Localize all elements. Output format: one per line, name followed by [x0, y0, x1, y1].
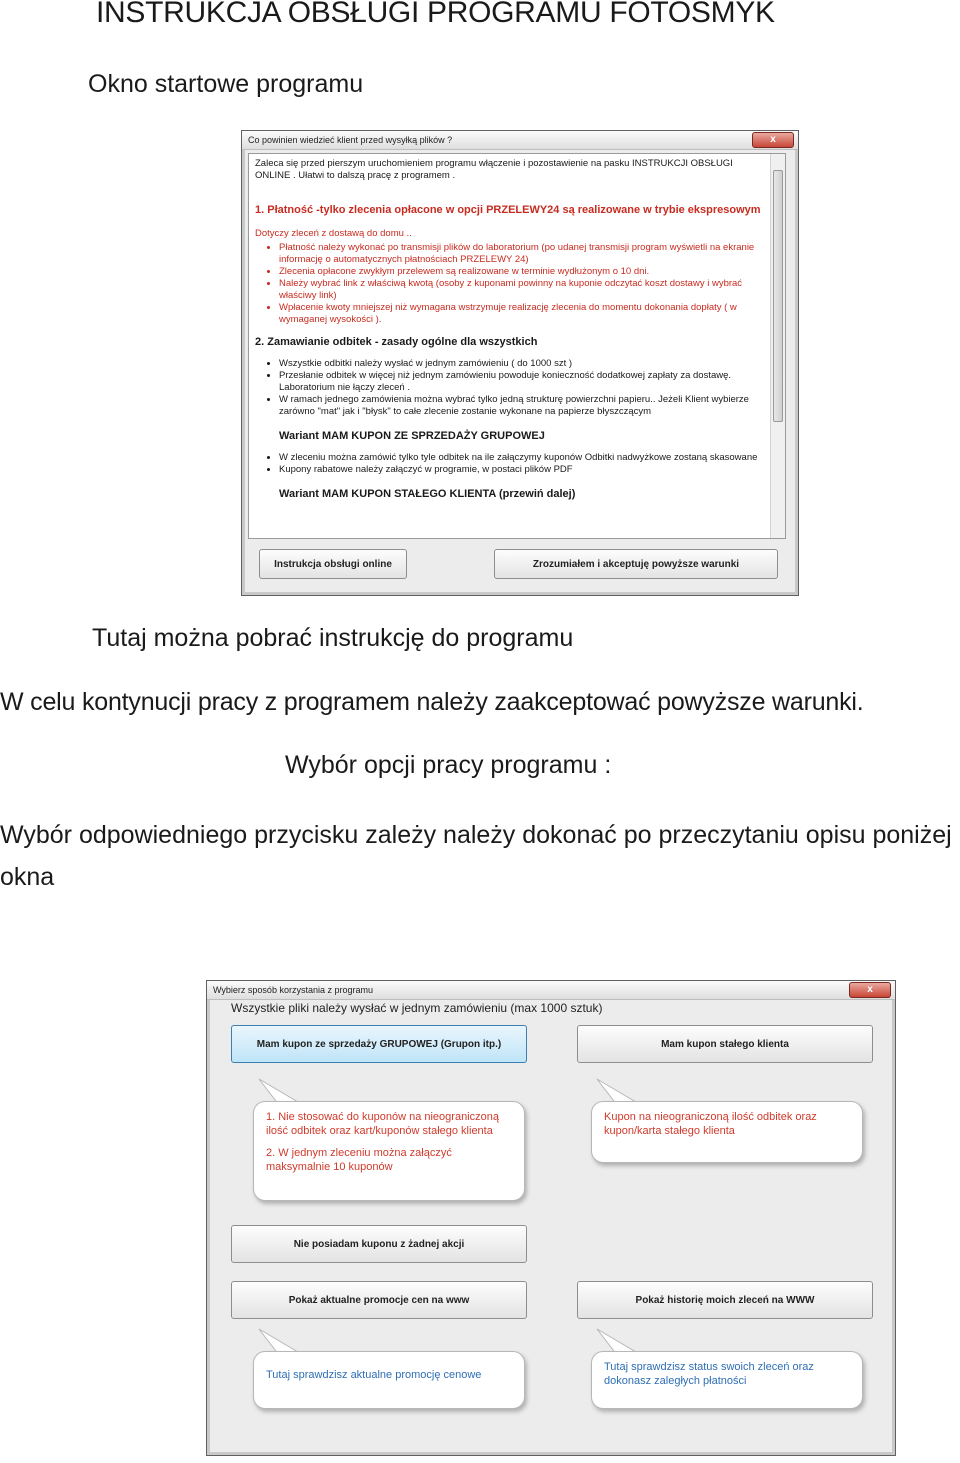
loyal-coupon-button[interactable]: Mam kupon stałego klienta [577, 1025, 873, 1063]
loyal-coupon-info [591, 1101, 863, 1163]
section1-heading: 1. Płatność -tylko zlecenia opłacone w opcji PRZELEWY24 są realizowane w trybie ekspresowym [255, 204, 761, 216]
terms-window [241, 130, 799, 596]
intro-text: Okno startowe programu [88, 70, 364, 98]
group-info-line-1: 1. Nie stosować do kuponów na nieograniczoną ilość odbitek oraz kart/kuponów stałego klienta [266, 1111, 499, 1137]
section1-list [255, 242, 765, 326]
terms-scroll-area[interactable] [248, 153, 786, 539]
mode-window [206, 980, 896, 1456]
list-item: • Kupony rabatowe należy załączyć w programie, w postaci plików PDF [279, 464, 765, 476]
section2-heading: 2. Zamawianie odbitek - zasady ogólne dla wszystkich [255, 336, 538, 348]
list-item: • Wszystkie odbitki należy wysłać w jednym zamówieniu ( do 1000 szt ) [279, 358, 765, 370]
order-limit-notice: Wszystkie pliki należy wysłać w jednym zamówieniu (max 1000 sztuk) [231, 1001, 603, 1015]
vertical-scrollbar[interactable] [770, 154, 785, 538]
terms-window-titlebar: Co powinien wiedzieć klient przed wysyłką plików ? [242, 131, 798, 150]
online-manual-button[interactable]: Instrukcja obsługi online [259, 549, 407, 579]
list-item: • Należy wybrać link z właściwą kwotą (osoby z kuponami powinny na kuponie odczytać koszt dostawy i wybrać właściwy link) [279, 278, 765, 302]
show-promotions-button[interactable]: Pokaż aktualne promocje cen na www [231, 1281, 527, 1319]
list-item: • Przesłanie odbitek w więcej niż jednym zamówieniu powoduje konieczność dodatkowej zapłaty za dostawę. Laboratorium nie łączy zleceń . [279, 370, 765, 394]
promotions-info-text: Tutaj sprawdzisz aktualne promocję cenowe [266, 1369, 482, 1381]
list-item: • W ramach jednego zamówienia można wybrać tylko jedną strukturę powierzchni papieru.. Jeżeli Klient wybierze zarówno "mat" jak i "błysk" to całe zlecenie zostanie wykonane na papierze błyszczącym [279, 394, 765, 418]
scrollbar-thumb[interactable] [773, 170, 783, 422]
group-coupon-info [253, 1101, 525, 1201]
choose-note: Wybór odpowiedniego przycisku zależy należy dokonać po przeczytaniu opisu poniżej okna [0, 821, 952, 891]
options-heading: Wybór opcji pracy programu : [285, 751, 612, 779]
order-history-button[interactable]: Pokaż historię moich zleceń na WWW [577, 1281, 873, 1319]
list-item: • Zlecenia opłacone zwykłym przelewem są realizowane w terminie wydłużonym o 10 dni. [279, 266, 765, 278]
promotions-info [253, 1351, 525, 1409]
section1-subheading: Dotyczy zleceń z dostawą do domu .. [255, 228, 412, 239]
history-info-text: Tutaj sprawdzisz status swoich zleceń oraz dokonasz zaległych płatności [604, 1361, 814, 1387]
document-title: INSTRUKCJA OBSŁUGI PROGRAMU FOTOSMYK [96, 0, 775, 29]
variant1-heading: Wariant MAM KUPON ZE SPRZEDAŻY GRUPOWEJ [279, 430, 545, 442]
list-item: • Wpłacenie kwoty mniejszej niż wymagana wstrzymuje realizację zlecenia do momentu dokonania dopłaty ( w wymaganej wysokości ). [279, 302, 765, 326]
list-item: • W zleceniu można zamówić tylko tyle odbitek na ile załączymy kuponów Odbitki nadwyżkowe zostaną skasowane [279, 452, 765, 464]
loyal-info-text: Kupon na nieograniczoną ilość odbitek oraz kupon/karta stałego klienta [604, 1111, 817, 1137]
no-coupon-button[interactable]: Nie posiadam kuponu z żadnej akcji [231, 1225, 527, 1263]
section2-list [255, 358, 765, 418]
mode-window-titlebar: Wybierz sposób korzystania z programu [207, 981, 895, 1000]
download-note: Tutaj można pobrać instrukcję do programu [92, 624, 574, 652]
history-info [591, 1351, 863, 1409]
terms-intro: Zaleca się przed pierszym uruchomieniem programu włączenie i pozostawienie na pasku INSTRUKCJI OBSŁUGI ONLINE . Ułatwi to dalszą pracę z programem . [255, 158, 733, 181]
accept-terms-button[interactable]: Zrozumiałem i akceptuję powyższe warunki [494, 549, 778, 579]
group-coupon-button[interactable]: Mam kupon ze sprzedaży GRUPOWEJ (Grupon itp.) [231, 1025, 527, 1063]
close-icon[interactable]: x [752, 132, 794, 148]
variant2-heading: Wariant MAM KUPON STAŁEGO KLIENTA (przewiń dalej) [279, 488, 576, 500]
list-item: • Płatność należy wykonać po transmisji plików do laboratorium (po udanej transmisji program wyświetli na ekranie informację o automatycznych płatnościach PRZELEWY 24) [279, 242, 765, 266]
group-info-line-2: 2. W jednym zleceniu można załączyć maksymalnie 10 kuponów [266, 1147, 452, 1173]
close-icon[interactable]: x [849, 982, 891, 998]
accept-note: W celu kontynucji pracy z programem należy zaakceptować powyższe warunki. [0, 688, 864, 716]
variant1-list [255, 452, 765, 476]
